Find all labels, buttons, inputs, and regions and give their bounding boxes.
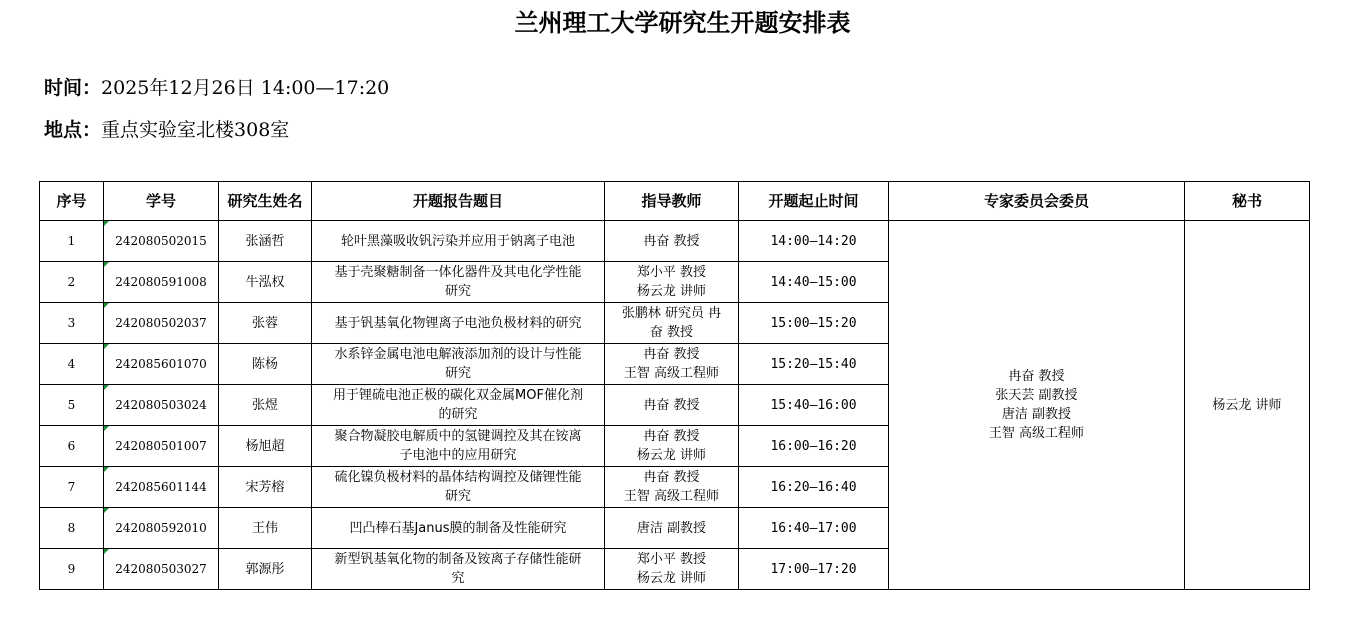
schedule-table bbox=[39, 181, 1310, 590]
row-index: 9 bbox=[40, 549, 104, 590]
page-title: 兰州理工大学研究生开题安排表 bbox=[514, 8, 851, 37]
advisor-cell bbox=[605, 467, 739, 508]
student-id-cell bbox=[104, 221, 219, 262]
cell-comment-marker bbox=[104, 344, 109, 349]
student-id-cell bbox=[104, 426, 219, 467]
student-id-cell bbox=[104, 508, 219, 549]
advisor-line: 张鹏林 研究员 冉 bbox=[621, 306, 722, 321]
student-id: 242080503024 bbox=[115, 397, 207, 412]
committee-cell bbox=[889, 221, 1185, 590]
advisor-cell bbox=[605, 385, 739, 426]
topic-line: 研究 bbox=[444, 366, 471, 381]
student-id: 242080501007 bbox=[115, 438, 207, 453]
advisor-cell bbox=[605, 549, 739, 590]
row-index: 6 bbox=[40, 426, 104, 467]
row-index: 4 bbox=[40, 344, 104, 385]
table-row bbox=[40, 221, 1310, 262]
secretary-cell: 杨云龙 讲师 bbox=[1185, 221, 1310, 590]
header-topic: 开题报告题目 bbox=[312, 182, 605, 221]
time-slot: 15:00—15:20 bbox=[739, 303, 889, 344]
header-index: 序号 bbox=[40, 182, 104, 221]
topic-line: 基于壳聚糖制备一体化器件及其电化学性能 bbox=[334, 265, 582, 280]
advisor-line: 奋 教授 bbox=[649, 325, 694, 340]
student-id: 242085601144 bbox=[115, 479, 207, 494]
student-name: 张涵哲 bbox=[219, 221, 312, 262]
topic-line: 轮叶黑藻吸收钒污染并应用于钠离子电池 bbox=[340, 233, 575, 249]
student-id-cell bbox=[104, 262, 219, 303]
header-time-slot: 开题起止时间 bbox=[739, 182, 889, 221]
student-name: 宋芳榕 bbox=[219, 467, 312, 508]
cell-comment-marker bbox=[104, 426, 109, 431]
topic-cell bbox=[312, 385, 605, 426]
topic-line: 研究 bbox=[444, 489, 471, 504]
advisor-cell bbox=[605, 221, 739, 262]
advisor-line: 冉奋 教授 bbox=[643, 397, 700, 413]
time-label: 时间： bbox=[44, 77, 102, 99]
header-advisor: 指导教师 bbox=[605, 182, 739, 221]
student-id-cell bbox=[104, 549, 219, 590]
time-slot: 16:40—17:00 bbox=[739, 508, 889, 549]
row-index: 1 bbox=[40, 221, 104, 262]
place-value: 重点实验室北楼308室 bbox=[101, 119, 290, 141]
advisor-cell bbox=[605, 426, 739, 467]
advisor-cell bbox=[605, 303, 739, 344]
place-line bbox=[44, 117, 289, 143]
header-student-name: 研究生姓名 bbox=[219, 182, 312, 221]
advisor-cell bbox=[605, 508, 739, 549]
student-name: 王伟 bbox=[219, 508, 312, 549]
committee-member: 张天芸 副教授 bbox=[995, 388, 1078, 403]
advisor-line: 杨云龙 讲师 bbox=[636, 284, 707, 299]
topic-line: 硫化镍负极材料的晶体结构调控及储锂性能 bbox=[334, 470, 582, 485]
advisor-line: 郑小平 教授 bbox=[636, 552, 707, 567]
topic-cell bbox=[312, 303, 605, 344]
cell-comment-marker bbox=[104, 467, 109, 472]
topic-line: 基于钒基氧化物锂离子电池负极材料的研究 bbox=[334, 315, 582, 331]
topic-cell bbox=[312, 262, 605, 303]
topic-line: 的研究 bbox=[438, 407, 478, 422]
student-name: 张煜 bbox=[219, 385, 312, 426]
advisor-line: 杨云龙 讲师 bbox=[636, 571, 707, 586]
topic-line: 聚合物凝胶电解质中的氢键调控及其在铵离 bbox=[334, 429, 582, 444]
time-slot: 16:00—16:20 bbox=[739, 426, 889, 467]
cell-comment-marker bbox=[104, 385, 109, 390]
student-id-cell bbox=[104, 303, 219, 344]
student-id-cell bbox=[104, 467, 219, 508]
advisor-line: 郑小平 教授 bbox=[636, 265, 707, 280]
student-id-cell bbox=[104, 344, 219, 385]
header-secretary: 秘书 bbox=[1185, 182, 1310, 221]
table-header-row bbox=[40, 182, 1310, 221]
topic-cell bbox=[312, 426, 605, 467]
committee-member: 唐洁 副教授 bbox=[1001, 407, 1072, 422]
time-slot: 16:20—16:40 bbox=[739, 467, 889, 508]
cell-comment-marker bbox=[104, 508, 109, 513]
topic-cell bbox=[312, 344, 605, 385]
topic-cell bbox=[312, 508, 605, 549]
time-slot: 17:00—17:20 bbox=[739, 549, 889, 590]
time-slot: 14:40—15:00 bbox=[739, 262, 889, 303]
student-id: 242080592010 bbox=[115, 520, 207, 535]
student-name: 郭源彤 bbox=[219, 549, 312, 590]
advisor-line: 冉奋 教授 bbox=[643, 233, 700, 249]
committee-member: 冉奋 教授 bbox=[1008, 369, 1065, 384]
student-id: 242080503027 bbox=[115, 561, 207, 576]
student-name: 张蓉 bbox=[219, 303, 312, 344]
advisor-line: 冉奋 教授 bbox=[643, 470, 700, 485]
topic-line: 究 bbox=[451, 571, 465, 586]
place-label: 地点： bbox=[44, 119, 102, 141]
advisor-cell bbox=[605, 262, 739, 303]
student-name: 杨旭超 bbox=[219, 426, 312, 467]
row-index: 5 bbox=[40, 385, 104, 426]
advisor-line: 唐洁 副教授 bbox=[636, 520, 707, 536]
advisor-line: 冉奋 教授 bbox=[643, 429, 700, 444]
advisor-line: 冉奋 教授 bbox=[643, 347, 700, 362]
student-id-cell bbox=[104, 385, 219, 426]
student-name: 陈杨 bbox=[219, 344, 312, 385]
row-index: 8 bbox=[40, 508, 104, 549]
cell-comment-marker bbox=[104, 549, 109, 554]
row-index: 7 bbox=[40, 467, 104, 508]
topic-line: 新型钒基氧化物的制备及铵离子存储性能研 bbox=[334, 552, 582, 567]
student-id: 242080591008 bbox=[115, 274, 207, 289]
topic-line: 子电池中的应用研究 bbox=[399, 448, 517, 463]
row-index: 3 bbox=[40, 303, 104, 344]
cell-comment-marker bbox=[104, 221, 109, 226]
header-committee: 专家委员会委员 bbox=[889, 182, 1185, 221]
advisor-cell bbox=[605, 344, 739, 385]
committee-member: 王智 高级工程师 bbox=[988, 426, 1085, 441]
time-slot: 15:20—15:40 bbox=[739, 344, 889, 385]
header-student-id: 学号 bbox=[104, 182, 219, 221]
student-name: 牛泓权 bbox=[219, 262, 312, 303]
student-id: 242085601070 bbox=[115, 356, 207, 371]
cell-comment-marker bbox=[104, 262, 109, 267]
time-slot: 14:00—14:20 bbox=[739, 221, 889, 262]
topic-cell bbox=[312, 549, 605, 590]
advisor-line: 杨云龙 讲师 bbox=[636, 448, 707, 463]
cell-comment-marker bbox=[104, 303, 109, 308]
row-index: 2 bbox=[40, 262, 104, 303]
student-id: 242080502037 bbox=[115, 315, 207, 330]
advisor-line: 王智 高级工程师 bbox=[623, 489, 720, 504]
time-line bbox=[44, 75, 389, 101]
topic-line: 水系锌金属电池电解液添加剂的设计与性能 bbox=[334, 347, 582, 362]
advisor-line: 王智 高级工程师 bbox=[623, 366, 720, 381]
topic-line: 凹凸棒石基Janus膜的制备及性能研究 bbox=[349, 520, 567, 536]
topic-line: 研究 bbox=[444, 284, 471, 299]
topic-cell bbox=[312, 467, 605, 508]
topic-line: 用于锂硫电池正极的碳化双金属MOF催化剂 bbox=[333, 388, 583, 403]
student-id: 242080502015 bbox=[115, 233, 207, 248]
time-value: 2025年12月26日 14:00—17:20 bbox=[101, 77, 390, 99]
time-slot: 15:40—16:00 bbox=[739, 385, 889, 426]
topic-cell bbox=[312, 221, 605, 262]
